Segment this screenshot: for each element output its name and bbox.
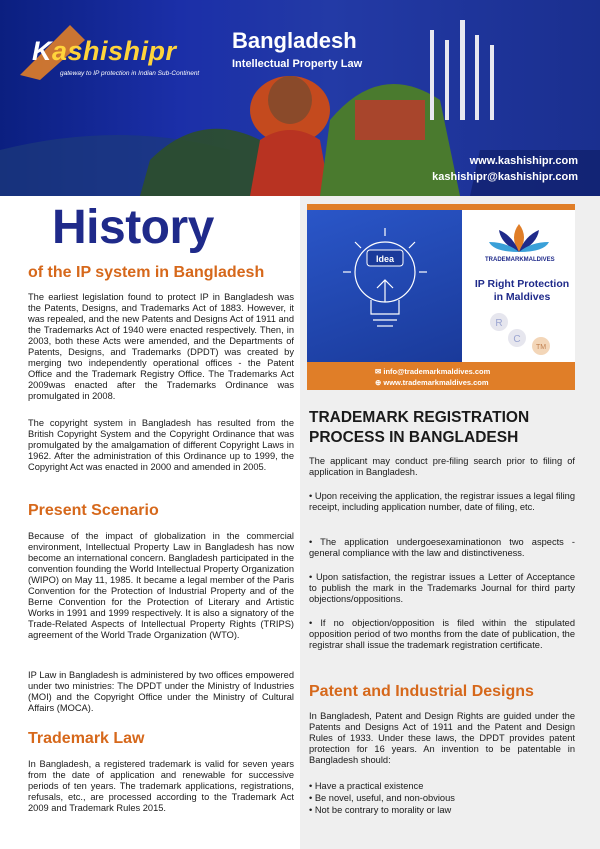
trademark-law-heading: Trademark Law bbox=[28, 730, 145, 747]
r-symbol: R bbox=[495, 318, 503, 329]
ip-symbols-icon bbox=[479, 308, 569, 356]
registration-step-1: • Upon receiving the application, the registrar issues a legal filing receipt, including application number, date of filing, etc. bbox=[309, 491, 575, 512]
advert-footer bbox=[307, 362, 575, 390]
present-paragraph-1: Because of the impact of globalization in the commercial environment, Intellectual Property Law in Bangladesh has now become an international concern. Bangladesh participated in the convention founding the World Intellectual Property Organization (WIPO) on May 11, 1985. It became a legal member of the Paris Convention for the Protection of Industrial Property and of the Berne Convention for the Protection of Literary and Artistic Works in 1991 and 1999 respectively. It is also a signatory of the Trade-Related Aspects of Intellectual Property Rights (TRIPS) agreement of the World Trade Organization (WTO). bbox=[28, 531, 294, 640]
tm-symbol: TM bbox=[535, 344, 547, 351]
lotus-logo-icon bbox=[489, 222, 549, 256]
history-paragraph-1: The earliest legislation found to protect IP in Bangladesh was the Patents, Designs, and Trademarks Act of 1883. However, it was repealed, and the new Patents and Designs Act of 1911 and the Trademarks Act of 1940 were enacted respectively. Then, in 2003, both these Acts were amended, and the Departments of Patents, Designs, and Trademarks (DPDT) was created by merging two independently operational offices - the Patent Office and the Trademark Registry Office. The Trademarks Act 2009was enacted after the Trademarks Ordinance was promulgated in 2008. bbox=[28, 292, 295, 401]
logo-tagline: gateway to IP protection in Indian Sub-Continent bbox=[60, 70, 200, 77]
registration-heading: TRADEMARK REGISTRATION PROCESS IN BANGLADESH bbox=[309, 409, 530, 446]
registration-step-2: • The application undergoesexaminationon two aspects - general compliance with the law and distinctiveness. bbox=[309, 537, 575, 558]
history-subheading: of the IP system in Bangladesh bbox=[28, 264, 265, 281]
lightbulb-icon bbox=[307, 210, 462, 362]
registration-intro: The applicant may conduct pre-filing search prior to filing of application in Bangladesh. bbox=[309, 456, 575, 477]
advert-website[interactable]: ⊕ www.trademarkmaldives.com bbox=[375, 378, 489, 387]
bulb-label: Idea bbox=[375, 254, 395, 264]
advert-email[interactable]: ✉ info@trademarkmaldives.com bbox=[375, 367, 491, 376]
present-paragraph-2: IP Law in Bangladesh is administered by two offices empowered under two ministries: The DPDT under the Ministry of Industries (MOI) and the Copyright Office under the Ministry of Cultural Affairs (MOCA). bbox=[28, 670, 294, 713]
list-item: • Be novel, useful, and non-obvious bbox=[309, 792, 575, 804]
patent-heading: Patent and Industrial Designs bbox=[309, 683, 534, 700]
advert-artwork bbox=[307, 210, 462, 362]
history-heading: History bbox=[52, 201, 214, 254]
website-link[interactable]: www.kashishipr.com bbox=[469, 155, 578, 167]
trademark-law-paragraph: In Bangladesh, a registered trademark is valid for seven years from the date of application and renewable for successive periods of ten years. The trademark applications, registrations, refusals, etc., are processed according to the Trademark Act 2009 and Trademark Rules 2015. bbox=[28, 759, 294, 813]
banner-subtitle: Intellectual Property Law bbox=[232, 58, 363, 70]
present-scenario-heading: Present Scenario bbox=[28, 502, 159, 519]
logo-text: Kashishipr bbox=[32, 36, 177, 66]
c-symbol: C bbox=[513, 334, 521, 345]
registration-step-4: • If no objection/opposition is filed within the stipulated opposition period of two months from the date of publication, the registrar shall issue the trademark registration certificate. bbox=[309, 618, 575, 650]
history-paragraph-2: The copyright system in Bangladesh has resulted from the British Copyright System and the Copyright Ordinance that was promulgated by the amalgamation of different Copyright Laws in 1962. After the administration of this Ordinance up to 1999, the Copyright Act was enacted in 2000 and amended in 2005. bbox=[28, 418, 294, 472]
maldives-advert[interactable] bbox=[307, 204, 575, 390]
patent-criteria-list bbox=[309, 780, 575, 816]
email-link[interactable]: kashishipr@kashishipr.com bbox=[432, 171, 578, 183]
advert-brand: TRADEMARKMALDIVES bbox=[485, 257, 555, 263]
banner-title: Bangladesh bbox=[232, 28, 357, 53]
list-item: • Not be contrary to morality or law bbox=[309, 804, 575, 816]
patent-paragraph: In Bangladesh, Patent and Design Rights are guided under the Patents and Designs Act of 1911 and the Patent and Design Rules of 1933. Under these laws, the DPDT provides patent protection for 16 years. An invention to be patentable in Bangladesh should: bbox=[309, 711, 575, 765]
advert-tagline: IP Right Protection in Maldives bbox=[474, 278, 570, 303]
registration-step-3: • Upon satisfaction, the registrar issues a Letter of Acceptance to publish the mark in the Trademarks Journal for third party objections/oppositions. bbox=[309, 572, 575, 604]
header-banner bbox=[0, 0, 600, 196]
list-item: • Have a practical existence bbox=[309, 780, 575, 792]
